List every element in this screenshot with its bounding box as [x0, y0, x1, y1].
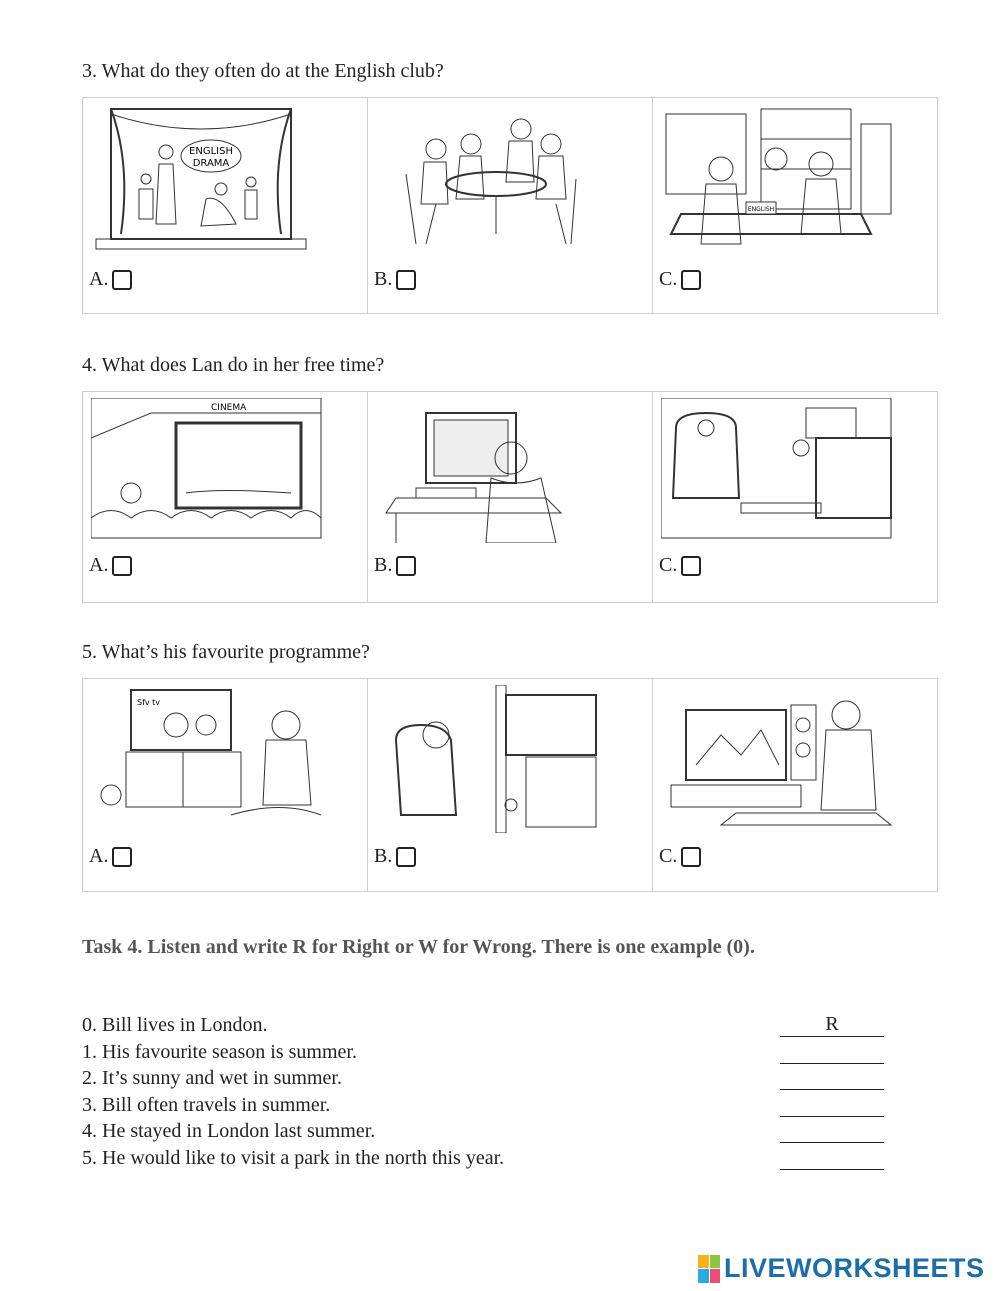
option-c[interactable]: C. — [659, 268, 701, 291]
option-c[interactable]: C. — [659, 554, 701, 577]
option-c[interactable]: C. — [659, 845, 701, 868]
question-5-title: 5. What’s his favourite programme? — [82, 641, 370, 663]
answer-1-field[interactable] — [780, 1041, 884, 1064]
answer-2-field[interactable] — [780, 1067, 884, 1090]
cinema-illustration — [91, 398, 331, 543]
option-cell — [83, 98, 368, 313]
option-cell — [83, 679, 368, 891]
option-b[interactable]: B. — [374, 845, 416, 868]
statement-3: 3. Bill often travels in summer. — [82, 1094, 331, 1116]
question-4-options — [82, 391, 938, 603]
option-cell — [653, 392, 937, 602]
svg-text:CINEMA: CINEMA — [211, 403, 247, 413]
checkbox[interactable] — [112, 847, 132, 867]
option-cell — [83, 392, 368, 602]
checkbox[interactable] — [396, 270, 416, 290]
option-cell — [368, 392, 653, 602]
statement-2: 2. It’s sunny and wet in summer. — [82, 1067, 342, 1089]
answer-0-field[interactable]: R — [780, 1014, 884, 1037]
checkbox[interactable] — [681, 847, 701, 867]
svg-text:Sfv tv: Sfv tv — [137, 698, 161, 707]
statement-4: 4. He stayed in London last summer. — [82, 1120, 376, 1142]
stage-drama-illustration — [91, 104, 311, 254]
question-3-title: 3. What do they often do at the English club? — [82, 60, 444, 82]
option-cell — [653, 98, 937, 313]
boy-watching-music-illustration — [376, 685, 616, 833]
kids-discussion-illustration — [376, 104, 596, 254]
answer-5-field[interactable] — [780, 1147, 884, 1170]
question-3-options — [82, 97, 938, 314]
option-cell — [368, 679, 653, 891]
living-room-tv-illustration — [661, 398, 901, 543]
checkbox[interactable] — [396, 556, 416, 576]
statement-0: 0. Bill lives in London. — [82, 1014, 268, 1036]
svg-text:ENGLISH: ENGLISH — [747, 206, 775, 213]
checkbox[interactable] — [681, 270, 701, 290]
answer-4-field[interactable] — [780, 1120, 884, 1143]
question-4-title: 4. What does Lan do in her free time? — [82, 354, 385, 376]
option-b[interactable]: B. — [374, 268, 416, 291]
option-cell — [653, 679, 937, 891]
liveworksheets-logo — [698, 1253, 985, 1284]
option-a[interactable]: A. — [89, 554, 132, 577]
boy-watching-nature-illustration — [661, 685, 901, 833]
option-cell — [368, 98, 653, 313]
logo-text: LIVEWORKSHEETS — [724, 1253, 985, 1283]
library-reading-illustration — [661, 104, 901, 254]
statement-1: 1. His favourite season is summer. — [82, 1041, 357, 1063]
svg-text:ENGLISH: ENGLISH — [189, 146, 233, 157]
checkbox[interactable] — [112, 556, 132, 576]
question-5-options — [82, 678, 938, 892]
checkbox[interactable] — [681, 556, 701, 576]
computer-game-illustration — [376, 398, 616, 543]
option-a[interactable]: A. — [89, 845, 132, 868]
answer-3-field[interactable] — [780, 1094, 884, 1117]
logo-tiles-icon — [698, 1255, 720, 1283]
task-4-heading: Task 4. Listen and write R for Right or W for Wrong. There is one example (0). — [82, 936, 755, 958]
option-b[interactable]: B. — [374, 554, 416, 577]
checkbox[interactable] — [112, 270, 132, 290]
svg-text:DRAMA: DRAMA — [192, 158, 230, 169]
boy-watching-cartoon-illustration — [91, 685, 331, 833]
statement-5: 5. He would like to visit a park in the north this year. — [82, 1147, 505, 1169]
option-a[interactable]: A. — [89, 268, 132, 291]
checkbox[interactable] — [396, 847, 416, 867]
